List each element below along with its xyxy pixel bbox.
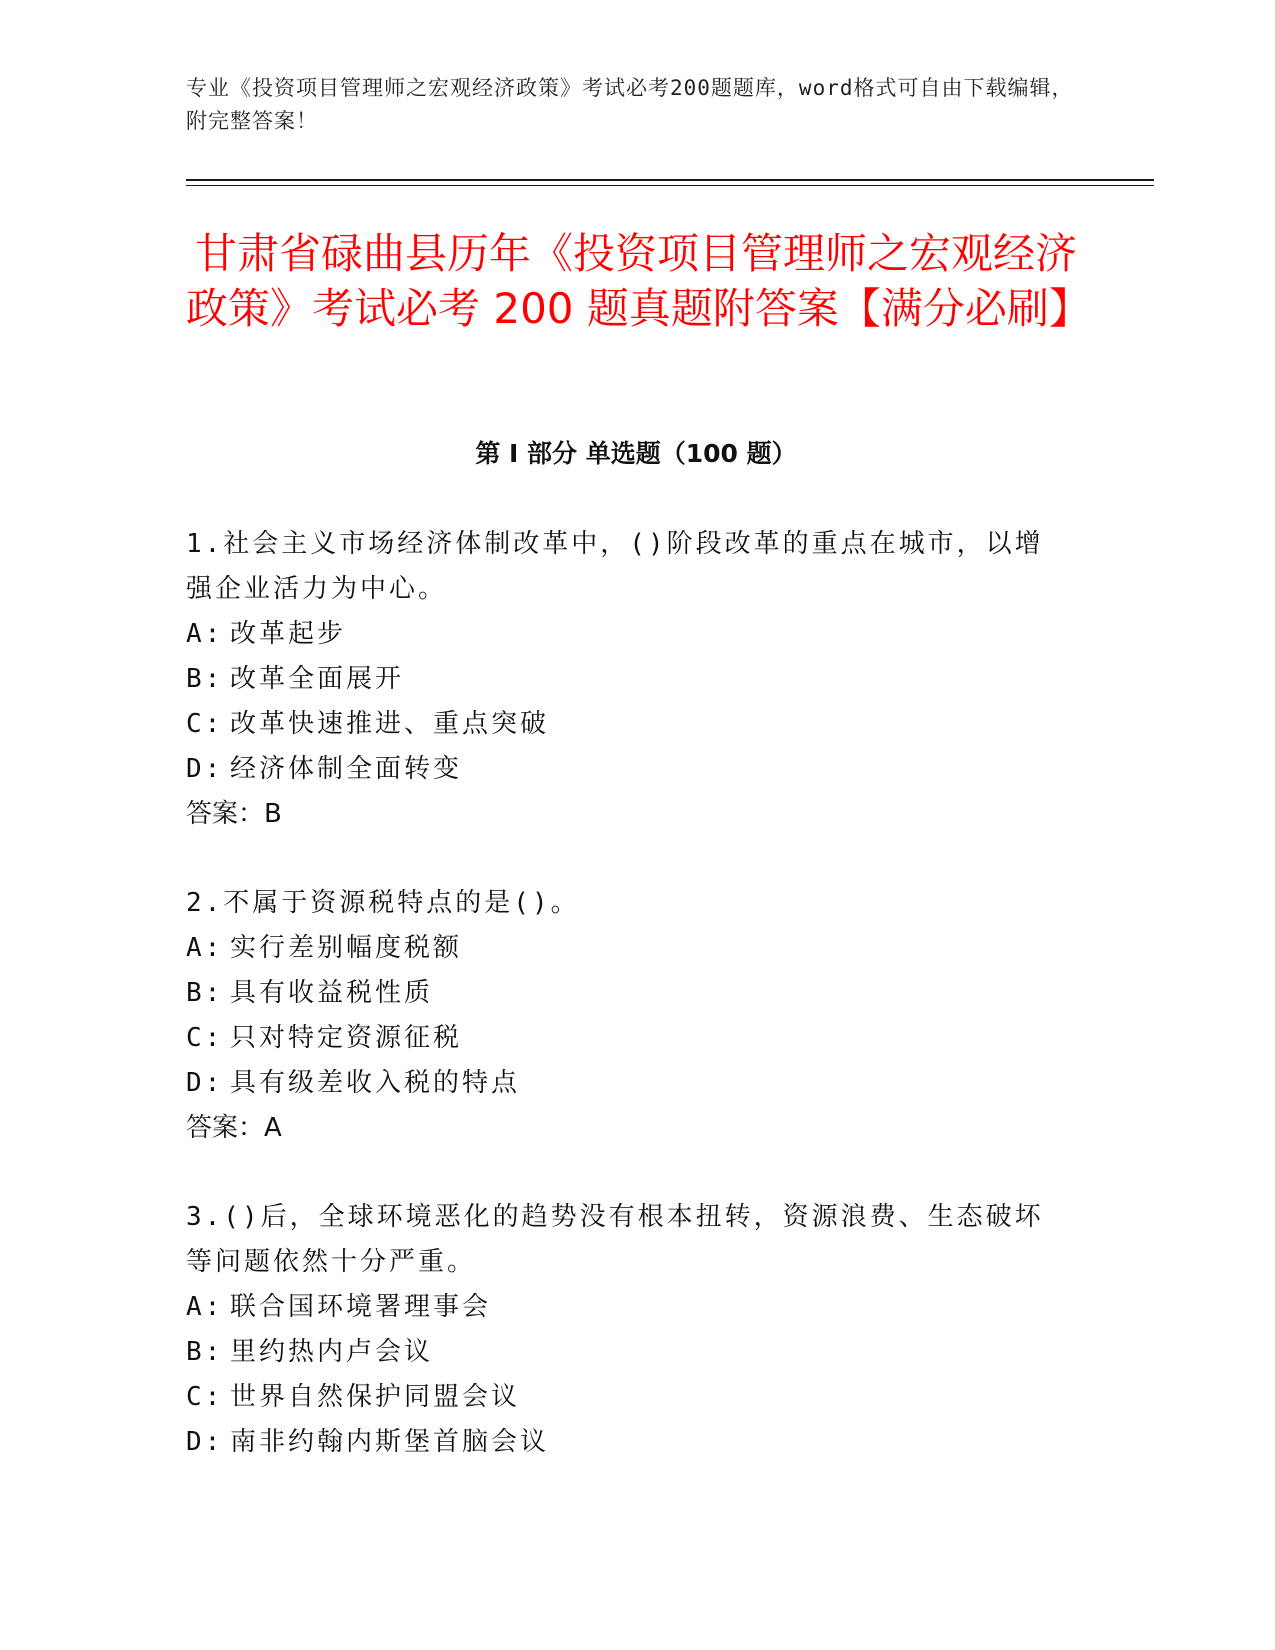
option-text: 里约热内卢会议 [230, 1337, 434, 1367]
question-3 [186, 1195, 1066, 1465]
header-note: 专业《投资项目管理师之宏观经济政策》考试必考200题题库，word格式可自由下载编辑，附完整答案！ [186, 76, 1074, 133]
option-text: 具有级差收入税的特点 [230, 1068, 521, 1098]
option-key: D: [186, 1068, 224, 1098]
option-text: 改革快速推进、重点突破 [230, 709, 550, 739]
option-a [186, 612, 1066, 657]
option-text: 联合国环境署理事会 [230, 1292, 492, 1322]
option-key: C: [186, 1382, 224, 1412]
option-key: A: [186, 619, 224, 649]
option-c [186, 1375, 1066, 1420]
answer-value: B [264, 799, 282, 829]
answer-line [186, 792, 1066, 837]
question-stem: 3.()后，全球环境恶化的趋势没有根本扭转，资源浪费、生态破坏等问题依然十分严重。 [186, 1202, 1044, 1277]
answer-value: A [264, 1113, 282, 1143]
option-a [186, 1285, 1066, 1330]
answer-line [186, 1106, 1066, 1151]
option-key: B: [186, 1337, 224, 1367]
option-b [186, 657, 1066, 702]
option-text: 具有收益税性质 [230, 978, 434, 1008]
option-a [186, 926, 1066, 971]
option-c [186, 702, 1066, 747]
option-text: 改革起步 [230, 619, 347, 649]
option-d [186, 747, 1066, 792]
header-rule-thin [186, 185, 1154, 186]
option-text: 世界自然保护同盟会议 [230, 1382, 521, 1412]
option-key: A: [186, 933, 224, 963]
option-b [186, 971, 1066, 1016]
option-key: C: [186, 709, 224, 739]
question-2 [186, 881, 1066, 1151]
section-title: 第 I 部分 单选题（100 题） [475, 439, 797, 468]
option-text: 经济体制全面转变 [230, 754, 463, 784]
option-c [186, 1016, 1066, 1061]
question-list [186, 522, 1066, 1509]
option-d [186, 1061, 1066, 1106]
option-b [186, 1330, 1066, 1375]
option-d [186, 1420, 1066, 1465]
option-key: B: [186, 664, 224, 694]
option-key: D: [186, 1427, 224, 1457]
option-key: D: [186, 754, 224, 784]
document-title: 甘肃省碌曲县历年《投资项目管理师之宏观经济政策》考试必考 200 题真题附答案【满分必刷】 [186, 229, 1091, 333]
option-text: 实行差别幅度税额 [230, 933, 463, 963]
question-1 [186, 522, 1066, 837]
option-key: C: [186, 1023, 224, 1053]
answer-label: 答案： [186, 799, 265, 829]
question-stem: 2.不属于资源税特点的是()。 [186, 888, 580, 918]
answer-label: 答案： [186, 1113, 265, 1143]
option-key: A: [186, 1292, 224, 1322]
question-stem: 1.社会主义市场经济体制改革中，()阶段改革的重点在城市，以增强企业活力为中心。 [186, 529, 1044, 604]
header-rule-thick [186, 179, 1154, 181]
option-text: 改革全面展开 [230, 664, 405, 694]
option-text: 南非约翰内斯堡首脑会议 [230, 1427, 550, 1457]
option-text: 只对特定资源征税 [230, 1023, 463, 1053]
option-key: B: [186, 978, 224, 1008]
